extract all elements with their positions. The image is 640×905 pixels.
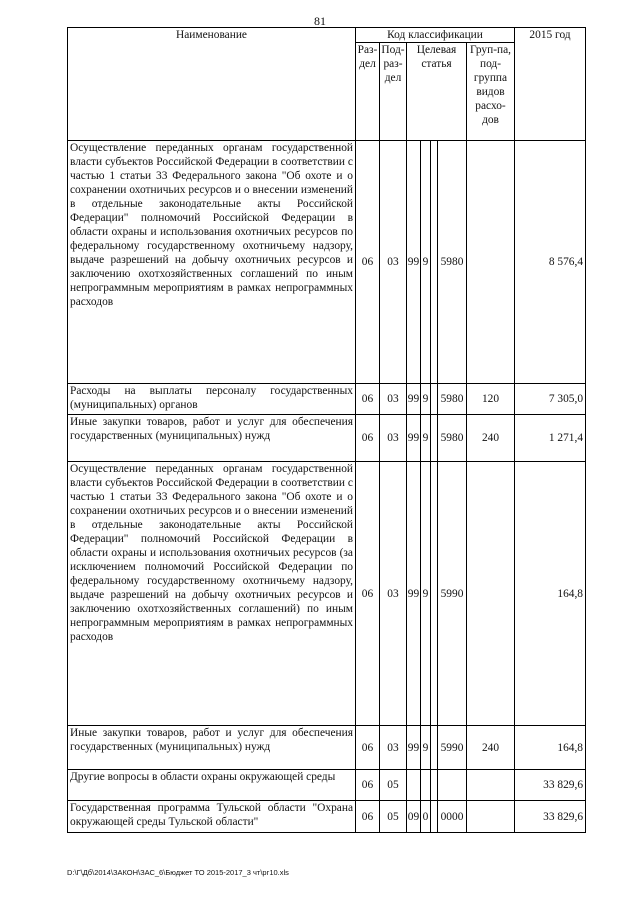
row-podrazdel: 03 [380,415,407,462]
row-razdel: 06 [356,770,380,801]
row-target-code: 5980 [438,415,467,462]
page-number: 81 [314,14,326,28]
header-razdel: Раз-дел [356,43,380,141]
row-name: Осуществление переданных органам государственной власти субъектов Российской Федерации в соответствии с частью 1 статьи 33 Федерального закона "Об охоте и о сохранении охотничьих ресурсов и о внесении изменений в отдельные законодательные акты Российской Федерации" полномочий Российской Федерации в области охраны и использования охотничьих ресурсов (за исключением полномочий Российской Федерации по федеральному государственному охотничьему надзору, выдаче разрешений на добычу охотничьих ресурсов и заключению охотхозяйственных соглашений) по иным непрограммным мероприятиям в рамках непрограммных расходов [68,462,356,726]
row-amount: 33 829,6 [515,801,586,833]
table-row [68,770,586,801]
table-row [68,462,586,726]
row-razdel: 06 [356,384,380,415]
table-row [68,415,586,462]
header-podrazdel: Под-раз-дел [380,43,407,141]
row-target-code: 0000 [438,801,467,833]
row-target-subprogram: 9 [421,141,431,384]
row-target-direction [431,801,438,833]
row-target-direction [431,141,438,384]
row-podrazdel: 03 [380,141,407,384]
row-target-direction [431,384,438,415]
row-razdel: 06 [356,415,380,462]
row-name: Расходы на выплаты персоналу государственных (муниципальных) органов [68,384,356,415]
budget-table [67,27,586,833]
row-amount: 1 271,4 [515,415,586,462]
row-expense-group [467,801,515,833]
row-target-direction [431,415,438,462]
row-target-direction [431,770,438,801]
row-target-subprogram: 9 [421,415,431,462]
row-target-code: 5980 [438,141,467,384]
row-target-subprogram: 9 [421,384,431,415]
row-expense-group [467,462,515,726]
row-podrazdel: 05 [380,801,407,833]
table-row [68,801,586,833]
row-razdel: 06 [356,141,380,384]
header-group: Груп-па, под-группа видов расхо-дов [467,43,515,141]
row-target-code: 5990 [438,726,467,770]
row-target-subprogram [421,770,431,801]
row-target-program: 09 [407,801,421,833]
row-amount: 164,8 [515,726,586,770]
row-expense-group: 120 [467,384,515,415]
row-target-program: 99 [407,726,421,770]
row-name: Иные закупки товаров, работ и услуг для обеспечения государственных (муниципальных) нужд [68,415,356,462]
table-row [68,141,586,384]
header-classification: Код классификации [356,28,515,43]
row-razdel: 06 [356,801,380,833]
row-target-program: 99 [407,415,421,462]
row-amount: 33 829,6 [515,770,586,801]
row-amount: 8 576,4 [515,141,586,384]
header-target: Целевая статья [407,43,467,141]
row-expense-group [467,141,515,384]
header-year: 2015 год [515,28,586,141]
row-target-direction [431,726,438,770]
table-row [68,726,586,770]
row-amount: 7 305,0 [515,384,586,415]
row-razdel: 06 [356,462,380,726]
row-podrazdel: 03 [380,462,407,726]
row-target-code: 5980 [438,384,467,415]
row-target-subprogram: 9 [421,726,431,770]
row-name: Другие вопросы в области охраны окружающей среды [68,770,356,801]
row-podrazdel: 03 [380,384,407,415]
row-amount: 164,8 [515,462,586,726]
row-target-program [407,770,421,801]
header-name: Наименование [68,28,356,141]
file-path-footer: D:\Г\Дб\2014\ЗАКОН\ЗАС_6\Бюджет ТО 2015-2017_3 чт\рг10.xls [67,868,289,877]
row-target-program: 99 [407,384,421,415]
row-expense-group: 240 [467,726,515,770]
row-name: Иные закупки товаров, работ и услуг для обеспечения государственных (муниципальных) нужд [68,726,356,770]
row-name: Государственная программа Тульской области "Охрана окружающей среды Тульской области" [68,801,356,833]
row-expense-group: 240 [467,415,515,462]
row-name: Осуществление переданных органам государственной власти субъектов Российской Федерации в соответствии с частью 1 статьи 33 Федерального закона "Об охоте и о сохранении охотничьих ресурсов и о внесении изменений в отдельные законодательные акты Российской Федерации" полномочий Российской Федерации в области охраны и использования охотничьих ресурсов по федеральному государственному охотничьему надзору, выдаче разрешений на добычу охотничьих ресурсов и заключению охотхозяйственных соглашений по иным непрограммным мероприятиям в рамках непрограммных расходов [68,141,356,384]
row-target-subprogram: 9 [421,462,431,726]
row-target-code: 5990 [438,462,467,726]
row-target-program: 99 [407,141,421,384]
table-row [68,384,586,415]
row-target-subprogram: 0 [421,801,431,833]
row-target-direction [431,462,438,726]
row-podrazdel: 03 [380,726,407,770]
row-expense-group [467,770,515,801]
row-target-program: 99 [407,462,421,726]
row-target-code [438,770,467,801]
row-razdel: 06 [356,726,380,770]
row-podrazdel: 05 [380,770,407,801]
